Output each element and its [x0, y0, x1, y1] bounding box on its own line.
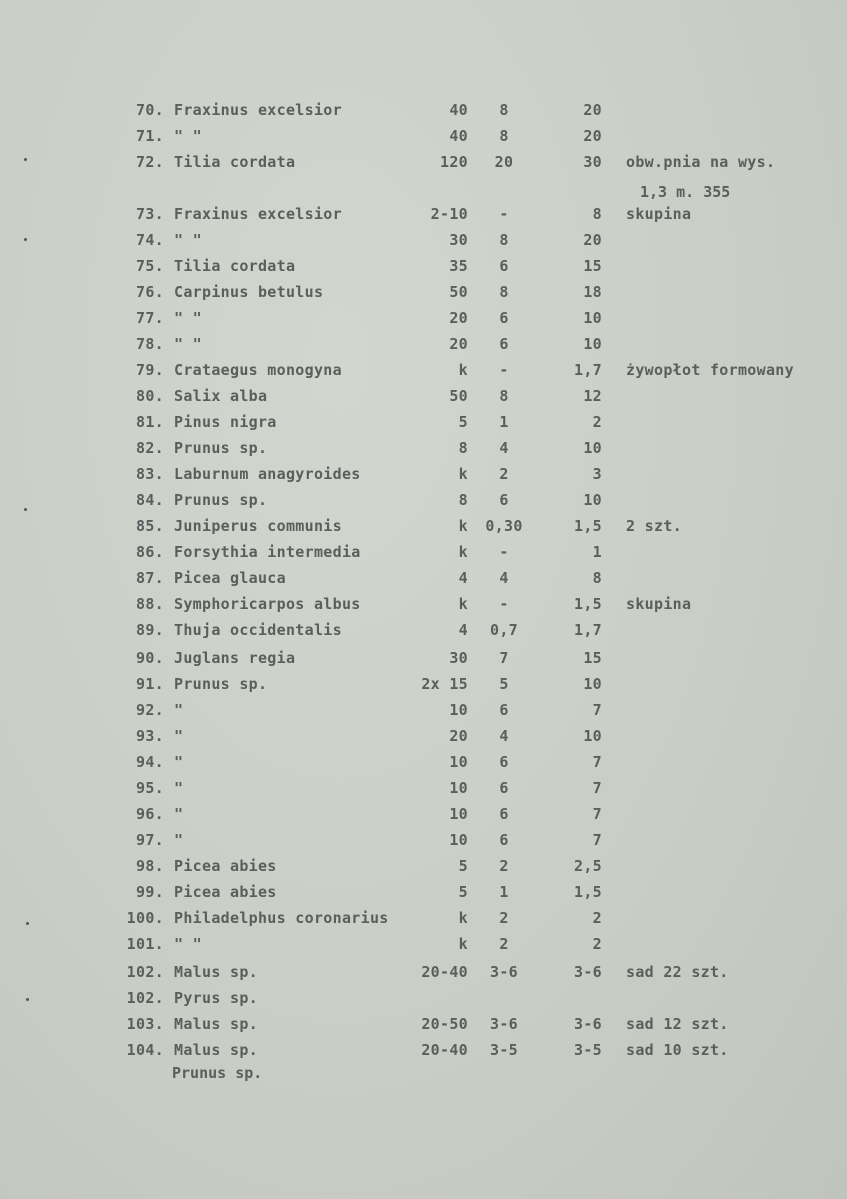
value-col-2: -	[499, 205, 509, 223]
table-row	[0, 988, 847, 1014]
value-col-1: k	[458, 935, 468, 953]
table-row	[0, 386, 847, 412]
remark: sad 10 szt.	[626, 1041, 729, 1059]
table-row	[0, 1014, 847, 1040]
value-col-2: 6	[499, 491, 509, 509]
value-col-3: 2	[592, 909, 602, 927]
value-col-1: 5	[458, 857, 468, 875]
value-col-1: 10	[449, 831, 468, 849]
row-number: 102.	[126, 963, 164, 981]
value-col-3: 1	[592, 543, 602, 561]
row-number: 87.	[136, 569, 164, 587]
value-col-2: 8	[499, 231, 509, 249]
remark: sad 12 szt.	[626, 1015, 729, 1033]
value-col-1: 10	[449, 779, 468, 797]
value-col-3: 10	[583, 491, 602, 509]
row-number: 104.	[126, 1041, 164, 1059]
species-name: Malus sp.	[174, 1041, 258, 1059]
margin-mark	[24, 508, 27, 511]
row-number: 79.	[136, 361, 164, 379]
value-col-1: 10	[449, 701, 468, 719]
value-col-2: 3-5	[490, 1041, 518, 1059]
value-col-1: 50	[449, 283, 468, 301]
table-row	[0, 412, 847, 438]
table-row	[0, 204, 847, 230]
row-number: 98.	[136, 857, 164, 875]
value-col-1: 20	[449, 335, 468, 353]
species-name: Fraxinus excelsior	[174, 101, 342, 119]
margin-mark	[26, 998, 29, 1001]
value-col-3: 15	[583, 649, 602, 667]
value-col-2: 0,7	[490, 621, 518, 639]
value-col-2: 8	[499, 283, 509, 301]
value-col-3: 3-6	[574, 1015, 602, 1033]
species-name: Crataegus monogyna	[174, 361, 342, 379]
value-col-3: 10	[583, 309, 602, 327]
value-col-1: 40	[449, 101, 468, 119]
row-number: 84.	[136, 491, 164, 509]
margin-mark	[24, 158, 27, 161]
remark: sad 22 szt.	[626, 963, 729, 981]
value-col-1: 20	[449, 309, 468, 327]
species-name: Picea abies	[174, 883, 277, 901]
table-row	[0, 804, 847, 830]
value-col-3: 15	[583, 257, 602, 275]
row-number: 72.	[136, 153, 164, 171]
value-col-3: 20	[583, 101, 602, 119]
table-row	[0, 360, 847, 386]
species-name: Tilia cordata	[174, 153, 296, 171]
table-row	[0, 726, 847, 752]
value-col-3: 1,7	[574, 361, 602, 379]
species-name: Forsythia intermedia	[174, 543, 361, 561]
row-number: 74.	[136, 231, 164, 249]
value-col-2: 8	[499, 101, 509, 119]
table-row	[0, 700, 847, 726]
species-name: "	[174, 831, 184, 849]
table-row	[0, 308, 847, 334]
remark: skupina	[626, 595, 692, 613]
value-col-1: 8	[458, 439, 468, 457]
row-72-note-continuation: 1,3 m. 355	[640, 183, 731, 201]
row-number: 82.	[136, 439, 164, 457]
row-number: 102.	[126, 989, 164, 1007]
row-number: 80.	[136, 387, 164, 405]
row-number: 99.	[136, 883, 164, 901]
table-row	[0, 830, 847, 856]
table-row	[0, 516, 847, 542]
value-col-3: 12	[583, 387, 602, 405]
row-number: 90.	[136, 649, 164, 667]
value-col-2: 4	[499, 727, 509, 745]
value-col-1: 30	[449, 649, 468, 667]
table-row	[0, 908, 847, 934]
table-row	[0, 856, 847, 882]
value-col-3: 7	[592, 779, 602, 797]
row-number: 96.	[136, 805, 164, 823]
row-number: 81.	[136, 413, 164, 431]
row-number: 77.	[136, 309, 164, 327]
species-name: " "	[174, 127, 202, 145]
row-number: 70.	[136, 101, 164, 119]
value-col-2: 6	[499, 753, 509, 771]
species-name: "	[174, 753, 184, 771]
row-number: 83.	[136, 465, 164, 483]
value-col-1: 4	[458, 621, 468, 639]
table-row	[0, 438, 847, 464]
value-col-2: 8	[499, 387, 509, 405]
value-col-3: 2,5	[574, 857, 602, 875]
table-row	[0, 674, 847, 700]
table-row	[0, 542, 847, 568]
table-row	[0, 490, 847, 516]
row-number: 91.	[136, 675, 164, 693]
value-col-3: 3	[592, 465, 602, 483]
species-name: Malus sp.	[174, 1015, 258, 1033]
value-col-3: 20	[583, 231, 602, 249]
species-name: Prunus sp.	[174, 675, 268, 693]
table-row	[0, 882, 847, 908]
species-name: Pyrus sp.	[174, 989, 258, 1007]
value-col-3: 18	[583, 283, 602, 301]
value-col-2: 1	[499, 413, 509, 431]
table-row	[0, 962, 847, 988]
remark: skupina	[626, 205, 692, 223]
row-number: 97.	[136, 831, 164, 849]
value-col-1: 8	[458, 491, 468, 509]
value-col-3: 1,5	[574, 883, 602, 901]
value-col-3: 8	[592, 205, 602, 223]
table-row	[0, 648, 847, 674]
species-name: Philadelphus coronarius	[174, 909, 389, 927]
species-name: Pinus nigra	[174, 413, 277, 431]
margin-mark	[26, 922, 29, 925]
value-col-2: 6	[499, 257, 509, 275]
table-row	[0, 464, 847, 490]
species-name: "	[174, 779, 184, 797]
value-col-1: k	[458, 465, 468, 483]
species-name: "	[174, 805, 184, 823]
value-col-2: 3-6	[490, 963, 518, 981]
value-col-3: 10	[583, 727, 602, 745]
value-col-2: 2	[499, 465, 509, 483]
species-name: Picea glauca	[174, 569, 286, 587]
value-col-2: 2	[499, 935, 509, 953]
species-name: Laburnum anagyroides	[174, 465, 361, 483]
table-row	[0, 282, 847, 308]
row-number: 78.	[136, 335, 164, 353]
row-number: 73.	[136, 205, 164, 223]
table-row	[0, 256, 847, 282]
value-col-1: 5	[458, 413, 468, 431]
remark: 2 szt.	[626, 517, 682, 535]
table-row	[0, 752, 847, 778]
row-number: 100.	[126, 909, 164, 927]
value-col-2: 7	[499, 649, 509, 667]
value-col-1: 40	[449, 127, 468, 145]
value-col-1: 10	[449, 805, 468, 823]
table-row	[0, 100, 847, 126]
table-row	[0, 230, 847, 256]
species-name: " "	[174, 335, 202, 353]
value-col-2: 20	[494, 153, 514, 171]
value-col-1: k	[458, 543, 468, 561]
value-col-2: 6	[499, 309, 509, 327]
value-col-2: 1	[499, 883, 509, 901]
row-number: 101.	[126, 935, 164, 953]
value-col-1: 30	[449, 231, 468, 249]
value-col-1: 20-50	[421, 1015, 468, 1033]
final-line: Prunus sp.	[172, 1064, 263, 1082]
value-col-2: 6	[499, 805, 509, 823]
value-col-1: k	[458, 595, 468, 613]
value-col-3: 7	[592, 805, 602, 823]
value-col-2: 6	[499, 779, 509, 797]
margin-mark	[24, 238, 27, 241]
value-col-2: 2	[499, 909, 509, 927]
species-name: Picea abies	[174, 857, 277, 875]
value-col-3: 10	[583, 675, 602, 693]
species-name: Thuja occidentalis	[174, 621, 342, 639]
row-number: 76.	[136, 283, 164, 301]
row-number: 93.	[136, 727, 164, 745]
species-name: " "	[174, 309, 202, 327]
value-col-3: 7	[592, 831, 602, 849]
species-name: " "	[174, 231, 202, 249]
value-col-1: 20-40	[421, 963, 468, 981]
species-name: Prunus sp.	[174, 491, 268, 509]
value-col-3: 1,5	[574, 517, 602, 535]
species-name: " "	[174, 935, 202, 953]
species-name: Prunus sp.	[174, 439, 268, 457]
row-number: 94.	[136, 753, 164, 771]
species-name: Juniperus communis	[174, 517, 342, 535]
value-col-1: 120	[440, 153, 468, 171]
value-col-3: 2	[592, 935, 602, 953]
value-col-1: 10	[449, 753, 468, 771]
value-col-2: 3-6	[490, 1015, 518, 1033]
row-number: 89.	[136, 621, 164, 639]
row-number: 85.	[136, 517, 164, 535]
value-col-1: 20-40	[421, 1041, 468, 1059]
value-col-2: 0,30	[485, 517, 523, 535]
value-col-3: 3-5	[574, 1041, 602, 1059]
value-col-1: 4	[458, 569, 468, 587]
table-row	[0, 126, 847, 152]
value-col-1: 2x 15	[421, 675, 468, 693]
value-col-1: k	[458, 909, 468, 927]
value-col-2: 2	[499, 857, 509, 875]
value-col-2: -	[499, 361, 509, 379]
row-number: 86.	[136, 543, 164, 561]
value-col-2: 6	[499, 335, 509, 353]
value-col-2: 4	[499, 439, 509, 457]
table-row	[0, 620, 847, 646]
row-number: 88.	[136, 595, 164, 613]
row-number: 95.	[136, 779, 164, 797]
value-col-3: 1,5	[574, 595, 602, 613]
table-row	[0, 152, 847, 178]
species-name: Malus sp.	[174, 963, 258, 981]
species-name: Fraxinus excelsior	[174, 205, 342, 223]
row-number: 92.	[136, 701, 164, 719]
value-col-3: 30	[583, 153, 602, 171]
species-name: "	[174, 727, 184, 745]
value-col-2: 4	[499, 569, 509, 587]
value-col-1: 2-10	[430, 205, 468, 223]
value-col-2: 5	[499, 675, 509, 693]
species-name: Carpinus betulus	[174, 283, 324, 301]
table-row	[0, 568, 847, 594]
species-name: Symphoricarpos albus	[174, 595, 361, 613]
species-name: Salix alba	[174, 387, 268, 405]
species-name: "	[174, 701, 184, 719]
value-col-3: 7	[592, 701, 602, 719]
value-col-3: 8	[592, 569, 602, 587]
value-col-2: -	[499, 543, 509, 561]
value-col-3: 20	[583, 127, 602, 145]
value-col-1: 35	[449, 257, 468, 275]
value-col-1: 50	[449, 387, 468, 405]
table-row	[0, 334, 847, 360]
value-col-2: 6	[499, 701, 509, 719]
species-name: Tilia cordata	[174, 257, 296, 275]
table-row	[0, 1040, 847, 1066]
value-col-3: 2	[592, 413, 602, 431]
remark: obw.pnia na wys.	[626, 153, 776, 171]
table-row	[0, 778, 847, 804]
value-col-1: k	[458, 361, 468, 379]
value-col-2: 8	[499, 127, 509, 145]
value-col-3: 10	[583, 439, 602, 457]
remark: żywopłot formowany	[626, 361, 794, 379]
table-row	[0, 594, 847, 620]
value-col-2: 6	[499, 831, 509, 849]
row-number: 71.	[136, 127, 164, 145]
value-col-1: 20	[449, 727, 468, 745]
value-col-2: -	[499, 595, 509, 613]
species-name: Juglans regia	[174, 649, 296, 667]
value-col-1: 5	[458, 883, 468, 901]
value-col-3: 1,7	[574, 621, 602, 639]
value-col-3: 7	[592, 753, 602, 771]
table-row	[0, 934, 847, 960]
row-number: 103.	[126, 1015, 164, 1033]
value-col-3: 10	[583, 335, 602, 353]
row-number: 75.	[136, 257, 164, 275]
value-col-1: k	[458, 517, 468, 535]
value-col-3: 3-6	[574, 963, 602, 981]
